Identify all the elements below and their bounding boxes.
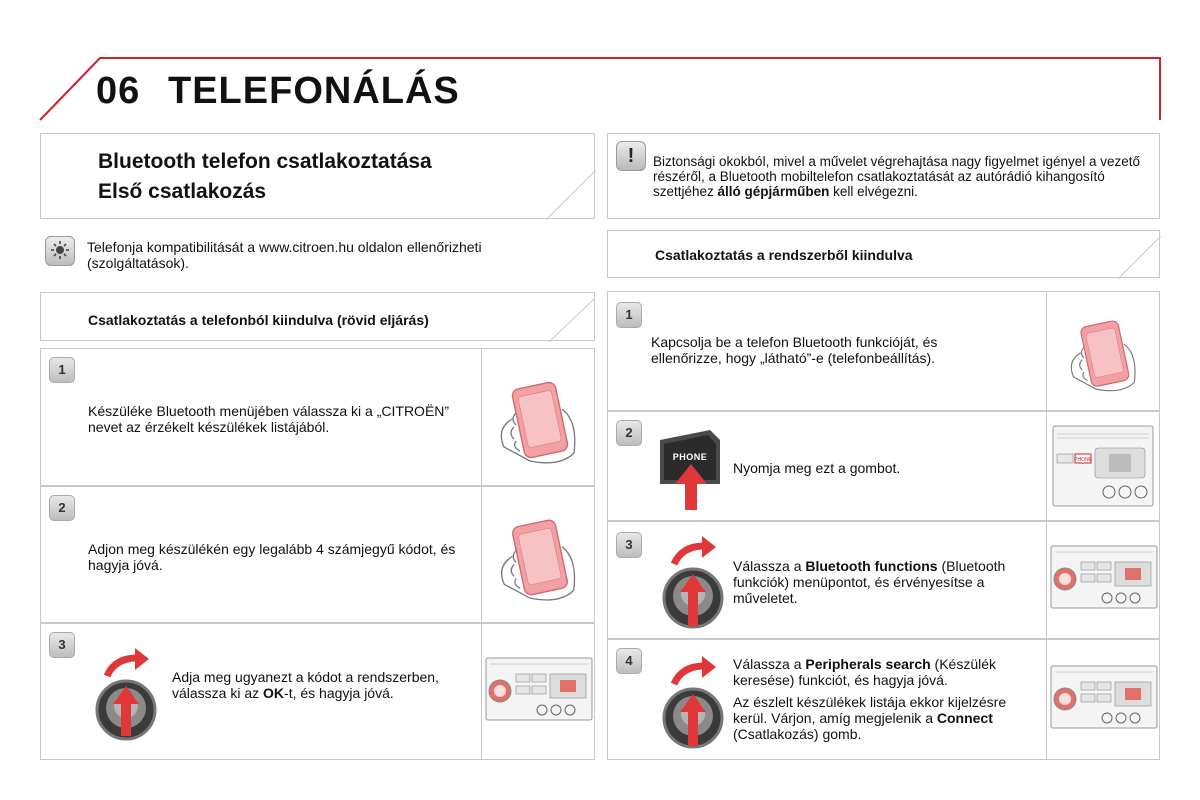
step-text: Kapcsolja be a telefon Bluetooth funkcióját, és ellenőrizze, hogy „látható”-e (telefonbeállítás). (651, 334, 938, 366)
left-step-2 (40, 486, 595, 623)
tip-text: Telefonja kompatibilitását a www.citroen.hu oldalon ellenőrizheti (szolgáltatások). (87, 239, 482, 271)
phone-in-hand-icon (481, 487, 596, 622)
left-step-3 (40, 623, 595, 760)
corner-fold (1118, 236, 1161, 279)
step-number: 1 (616, 302, 642, 328)
step-text-part2: (Bluetooth funkciók) menüpontot, és érvényesítse a műveletet. (733, 558, 1006, 606)
warning-text-part2: kell elvégezni. (829, 184, 918, 199)
radio-unit-icon (481, 624, 596, 759)
section-title-line2: Első csatlakozás (98, 180, 267, 203)
right-step-1 (607, 291, 1160, 411)
step-text: Készüléke Bluetooth menüjében válassza ki a „CITROËN” nevet az érzékelt készülékek listájából. (88, 403, 450, 435)
step-text2-part2: (Csatlakozás) gomb. (733, 726, 862, 742)
step-number: 3 (616, 532, 642, 558)
rotary-knob-icon (91, 642, 161, 742)
radio-unit-icon (1046, 640, 1161, 759)
radio-unit-phone-icon (1046, 412, 1161, 520)
left-panel-title-box (40, 292, 595, 341)
section-title-line1: Bluetooth telefon csatlakoztatása (98, 150, 432, 173)
svg-text:PHONE: PHONE (1074, 457, 1092, 463)
step-text2-bold: Connect (936, 710, 993, 726)
step-number: 4 (616, 648, 642, 674)
step-text-2 (733, 694, 1033, 742)
warning-text-bold: álló gépjárműben (717, 184, 830, 199)
rotary-knob-icon (658, 650, 728, 754)
step-text-part1: Válassza a (733, 558, 806, 574)
radio-unit-icon (1046, 522, 1161, 638)
left-panel-title: Csatlakoztatás a telefonból kiindulva (rövid eljárás) (88, 312, 429, 328)
phone-in-hand-icon (1046, 292, 1161, 410)
right-panel-title-box (607, 230, 1160, 278)
corner-fold (546, 170, 596, 220)
chapter-title: TELEFONÁLÁS (168, 70, 460, 112)
step-text-part1: Adja meg ugyanezt a kódot a rendszerben, válassza ki az (172, 669, 439, 701)
step-text-part1: Válassza a (733, 656, 806, 672)
phone-button-label: PHONE (672, 452, 708, 462)
step-text (733, 558, 1013, 606)
rotary-knob-icon (658, 530, 728, 634)
warning-box (607, 133, 1160, 219)
phone-in-hand-icon (481, 349, 596, 485)
step-text: Adjon meg készülékén egy legalább 4 számjegyű kódot, és hagyja jóvá. (88, 541, 456, 573)
step-text (172, 669, 442, 701)
step-number: 2 (616, 420, 642, 446)
warning-text-part1: Biztonsági okokból, mivel a művelet végrehajtása nagy figyelmet igényel a vezető részéről, a Bluetooth mobiltelefon csatlakoztatását az autórádió kihangosító szettjéhez (653, 154, 1141, 199)
step-text-bold: Peripherals search (805, 656, 931, 672)
section-title-box (40, 133, 595, 219)
right-step-3 (607, 521, 1160, 639)
step-text-part2: (Készülék keresése) funkciót, és hagyja jóvá. (733, 656, 997, 688)
step-text-bold: Bluetooth functions (805, 558, 938, 574)
exclamation-icon: ! (616, 141, 646, 171)
right-panel-title: Csatlakoztatás a rendszerből kiindulva (655, 247, 913, 263)
lightbulb-icon (45, 236, 75, 266)
step-text2-part1: Az észlelt készülékek listája ekkor kijelzésre kerül. Várjon, amíg megjelenik a (733, 694, 1007, 726)
step-text (733, 656, 1033, 688)
warning-text (653, 154, 1153, 199)
left-step-1 (40, 348, 595, 486)
step-text-bold: OK (263, 685, 285, 701)
step-text: Nyomja meg ezt a gombot. (733, 460, 901, 476)
step-number: 2 (49, 495, 75, 521)
step-number: 3 (49, 632, 75, 658)
right-step-4 (607, 639, 1160, 760)
press-arrow-icon (674, 464, 708, 510)
step-text-part2: -t, és hagyja jóvá. (284, 685, 394, 701)
right-step-2 (607, 411, 1160, 521)
corner-fold (549, 298, 595, 342)
step-number: 1 (49, 357, 75, 383)
chapter-number: 06 (96, 70, 141, 112)
